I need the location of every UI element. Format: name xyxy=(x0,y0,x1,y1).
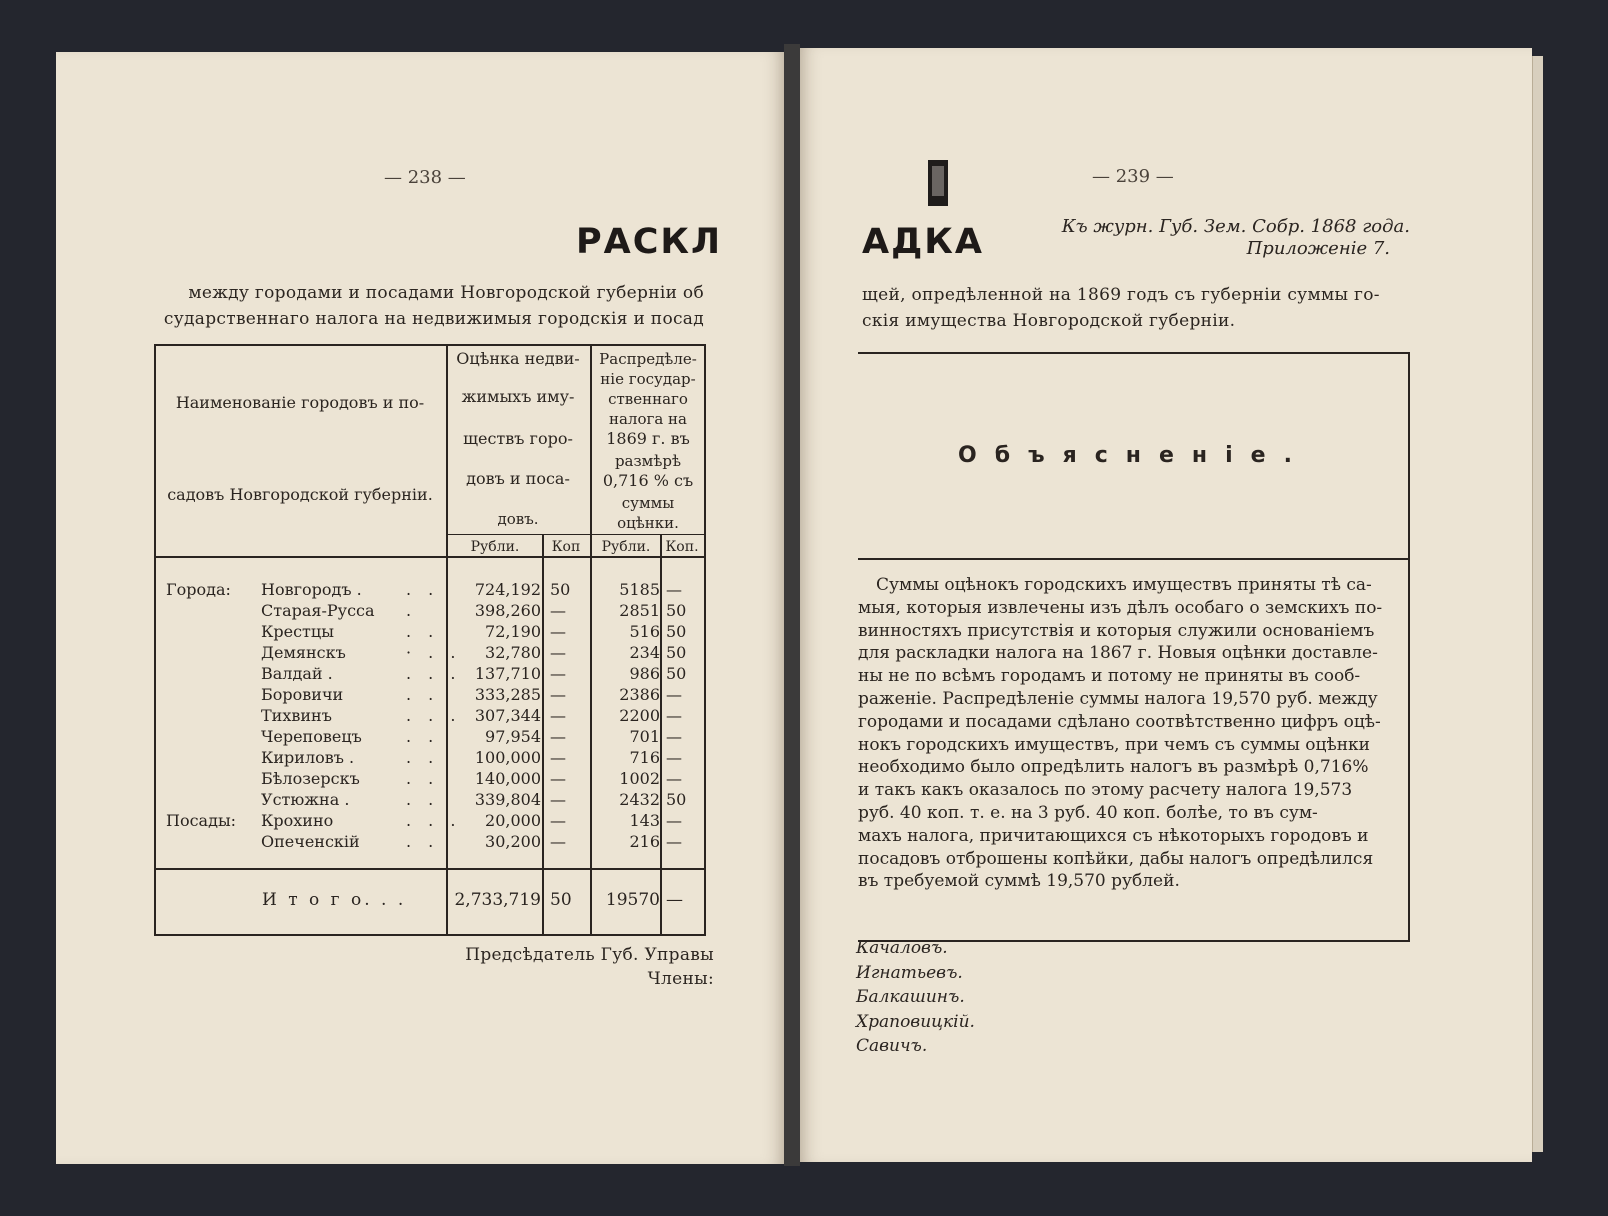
page-number: — 239 — xyxy=(1092,166,1174,187)
explanation-line: Суммы оцѣнокъ городскихъ имуществъ приняты тѣ са- xyxy=(876,575,1372,595)
row-dots: . . xyxy=(406,832,440,851)
header-distribution-8: суммы xyxy=(621,494,675,512)
table-top-rule xyxy=(858,352,1410,354)
row-tax-rub: 516 xyxy=(629,622,660,641)
row-valuation-rub: 72,190 xyxy=(485,622,541,641)
explanation-line: городами и посадами сдѣлано соотвѣтственно цифръ оцѣ- xyxy=(858,711,1381,732)
row-tax-kop: — xyxy=(666,769,682,788)
header-valuation-2: жимыхъ иму- xyxy=(461,387,575,406)
row-dots: . . . xyxy=(406,706,462,725)
row-tax-kop: — xyxy=(666,580,682,599)
row-valuation-rub: 137,710 xyxy=(474,664,541,683)
row-valuation-kop: — xyxy=(550,643,566,662)
footer-chairman: Предсѣдатель Губ. Управы xyxy=(465,945,714,965)
row-name: Кириловъ . xyxy=(261,748,355,767)
row-valuation-rub: 20,000 xyxy=(485,811,541,830)
explanation-line: и такъ какъ оказалось по этому расчету налога 19,573 xyxy=(858,780,1353,801)
explanation-line: нокъ городскихъ имуществъ, при чемъ съ суммы оцѣнки xyxy=(858,734,1371,755)
row-name: Тихвинъ xyxy=(261,706,332,725)
header-distribution-7: 0,716 % съ xyxy=(602,471,694,490)
row-name: Крохино xyxy=(261,811,334,830)
row-tax-rub: 2851 xyxy=(619,601,660,620)
row-valuation-kop: — xyxy=(550,706,566,725)
table-row xyxy=(56,832,784,854)
explanation-line: винностяхъ присутствія и которыя служили основаніемъ xyxy=(858,620,1375,641)
header-distribution-4: налога на xyxy=(608,410,687,428)
row-name: Боровичи xyxy=(261,685,344,704)
row-name: Новгородъ . xyxy=(261,580,362,599)
total-tax-rub: 19570 xyxy=(605,890,660,910)
explanation-line: мыя, которыя извлечены изъ дѣлъ особаго о земскихъ по- xyxy=(858,597,1383,618)
row-valuation-rub: 724,192 xyxy=(474,580,541,599)
row-valuation-rub: 100,000 xyxy=(474,748,541,767)
col-rule-right xyxy=(1408,354,1410,940)
explanation-line: посадовъ отброшены копѣйки, дабы налогъ опредѣлился xyxy=(858,848,1374,869)
table-row xyxy=(56,727,784,749)
explanation-line: въ требуемой суммѣ 19,570 рублей. xyxy=(858,871,1180,892)
header-kop: Коп xyxy=(551,539,581,555)
row-dots: . . . xyxy=(406,811,462,830)
title-right-half: АДКА xyxy=(862,222,984,262)
explanation-line: для раскладки налога на 1867 г. Новыя оцѣнки доставле- xyxy=(858,643,1378,664)
row-valuation-kop: — xyxy=(550,832,566,851)
table-row xyxy=(56,748,784,770)
row-dots: . . xyxy=(406,580,440,599)
row-dots: · . . xyxy=(406,643,462,662)
row-valuation-kop: — xyxy=(550,790,566,809)
table-top-rule xyxy=(154,344,706,346)
row-tax-kop: — xyxy=(666,748,682,767)
table-bottom-rule xyxy=(154,934,706,936)
row-valuation-rub: 97,954 xyxy=(485,727,541,746)
total-tax-kop: — xyxy=(666,890,683,910)
row-tax-rub: 2386 xyxy=(619,685,660,704)
page-edges xyxy=(1532,56,1543,1152)
table-row xyxy=(56,706,784,728)
total-top-rule xyxy=(154,868,706,870)
table-row xyxy=(56,664,784,686)
total-valuation-rub: 2,733,719 xyxy=(454,890,541,910)
header-valuation-3: ществъ горо- xyxy=(463,429,573,448)
row-tax-kop: — xyxy=(666,832,682,851)
row-group: Города: xyxy=(166,580,231,599)
row-tax-rub: 5185 xyxy=(619,580,660,599)
subtitle-line-2: скія имущества Новгородской губерніи. xyxy=(862,311,1236,331)
header-bottom-rule xyxy=(858,558,1410,560)
row-dots: . . . xyxy=(406,664,462,683)
row-tax-rub: 986 xyxy=(629,664,660,683)
row-valuation-kop: — xyxy=(550,769,566,788)
row-tax-kop: 50 xyxy=(666,790,687,809)
row-valuation-kop: — xyxy=(550,601,566,620)
explanation-text xyxy=(858,574,1408,893)
table-row xyxy=(56,685,784,707)
header-valuation-5: довъ. xyxy=(497,510,539,528)
row-name: Крестцы xyxy=(261,622,334,641)
row-tax-rub: 2200 xyxy=(619,706,660,725)
row-tax-kop: 50 xyxy=(666,622,687,641)
row-name: Демянскъ xyxy=(261,643,346,662)
row-valuation-kop: — xyxy=(550,811,566,830)
header-distribution-2: ніе государ- xyxy=(600,370,696,388)
header-rub: Рубли. xyxy=(470,539,520,555)
row-name: Опеченскій xyxy=(261,832,360,851)
total-valuation-kop: 50 xyxy=(550,890,572,910)
table-row xyxy=(56,601,784,623)
header-distribution-6: размѣрѣ xyxy=(614,452,682,470)
row-tax-kop: — xyxy=(666,727,682,746)
row-valuation-rub: 398,260 xyxy=(474,601,541,620)
page-number: — 238 — xyxy=(384,167,466,188)
explanation-line: раженіе. Распредѣленіе суммы налога 19,570 руб. между xyxy=(858,688,1378,709)
row-valuation-rub: 140,000 xyxy=(474,769,541,788)
row-valuation-rub: 32,780 xyxy=(485,643,541,662)
row-name: Устюжна . xyxy=(261,790,350,809)
signature: Балкашинъ. xyxy=(856,987,965,1007)
book-gutter xyxy=(784,44,800,1166)
row-tax-rub: 143 xyxy=(629,811,660,830)
explanation-line: махъ налога, причитающихся съ нѣкоторыхъ городовъ и xyxy=(858,825,1369,846)
footer-members: Члены: xyxy=(647,969,714,989)
row-valuation-kop: 50 xyxy=(550,580,571,599)
row-dots: . . xyxy=(406,748,440,767)
row-dots: . . xyxy=(406,685,440,704)
journal-reference: Къ журн. Губ. Зем. Собр. 1868 года. xyxy=(1061,216,1410,237)
row-group: Посады: xyxy=(166,811,237,830)
row-tax-kop: 50 xyxy=(666,664,687,683)
table-row xyxy=(56,811,784,833)
left-page xyxy=(56,52,784,1164)
row-name: Валдай . xyxy=(261,664,333,683)
signature: Игнатьевъ. xyxy=(856,962,963,983)
header-distribution-3: ственнаго xyxy=(608,390,688,408)
subtitle-line-1: щей, опредѣленной на 1869 годъ съ губерніи суммы го- xyxy=(862,285,1380,305)
row-name: Старая-Русса xyxy=(261,601,375,620)
table-row xyxy=(56,643,784,665)
row-name: Бѣлозерскъ xyxy=(261,769,360,788)
row-tax-kop: 50 xyxy=(666,601,687,620)
subtitle-line-1: между городами и посадами Новгородской губерніи об xyxy=(188,283,704,303)
total-label: И т о г о. . . xyxy=(262,890,407,910)
explanation-line: ны не по всѣмъ городамъ и потому не приняты въ сооб- xyxy=(858,666,1361,687)
table-row xyxy=(56,769,784,791)
right-page xyxy=(800,48,1532,1162)
row-dots: . . xyxy=(406,769,440,788)
header-rub-2: Рубли. xyxy=(601,539,651,555)
row-tax-kop: 50 xyxy=(666,643,687,662)
row-valuation-rub: 307,344 xyxy=(474,706,541,725)
table-row xyxy=(56,580,784,602)
explanation-line: необходимо было опредѣлить налогъ въ размѣрѣ 0,716% xyxy=(858,757,1369,778)
header-kop-2: Коп. xyxy=(665,539,699,555)
row-tax-rub: 216 xyxy=(629,832,660,851)
header-valuation-1: Оцѣнка недви- xyxy=(456,349,580,368)
appendix-number: Приложеніе 7. xyxy=(1246,238,1390,259)
signature: Храповицкій. xyxy=(856,1011,975,1032)
table-row xyxy=(56,790,784,812)
header-name-line-2: садовъ Новгородской губерніи. xyxy=(167,485,433,504)
library-stamp xyxy=(928,160,948,206)
row-tax-rub: 2432 xyxy=(619,790,660,809)
row-tax-kop: — xyxy=(666,706,682,725)
row-name: Череповецъ xyxy=(261,727,362,746)
signature: Качаловъ. xyxy=(856,938,948,958)
row-valuation-rub: 333,285 xyxy=(474,685,541,704)
row-dots: . . xyxy=(406,622,440,641)
row-tax-kop: — xyxy=(666,811,682,830)
row-valuation-rub: 30,200 xyxy=(485,832,541,851)
row-tax-rub: 716 xyxy=(629,748,660,767)
signatures xyxy=(856,936,975,1059)
explanation-line: руб. 40 коп. т. е. на 3 руб. 40 коп. болѣе, то въ сум- xyxy=(858,802,1318,823)
table-row xyxy=(56,622,784,644)
row-valuation-rub: 339,804 xyxy=(474,790,541,809)
row-valuation-kop: — xyxy=(550,664,566,683)
signature: Савичъ. xyxy=(856,1036,928,1056)
row-tax-rub: 701 xyxy=(629,727,660,746)
header-name-line-1: Наименованіе городовъ и по- xyxy=(175,393,425,412)
row-valuation-kop: — xyxy=(550,727,566,746)
subtitle-line-2: сударственнаго налога на недвижимыя городскія и посад xyxy=(163,309,704,329)
units-top-rule xyxy=(446,534,704,535)
title-left-half: РАСКЛ xyxy=(576,222,723,262)
row-valuation-kop: — xyxy=(550,685,566,704)
row-tax-rub: 234 xyxy=(629,643,660,662)
header-distribution-1: Распредѣле- xyxy=(599,350,697,368)
explanation-title: Объясненіе. xyxy=(958,443,1310,468)
row-dots: . . xyxy=(406,727,440,746)
row-tax-kop: — xyxy=(666,685,682,704)
header-distribution-5: 1869 г. въ xyxy=(606,429,690,448)
header-valuation-4: довъ и поса- xyxy=(466,469,570,488)
row-tax-rub: 1002 xyxy=(619,769,660,788)
row-valuation-kop: — xyxy=(550,748,566,767)
total-row xyxy=(56,890,784,912)
row-valuation-kop: — xyxy=(550,622,566,641)
row-dots: . . xyxy=(406,790,440,809)
header-distribution-9: оцѣнки. xyxy=(617,514,679,532)
row-dots: . xyxy=(406,601,418,620)
